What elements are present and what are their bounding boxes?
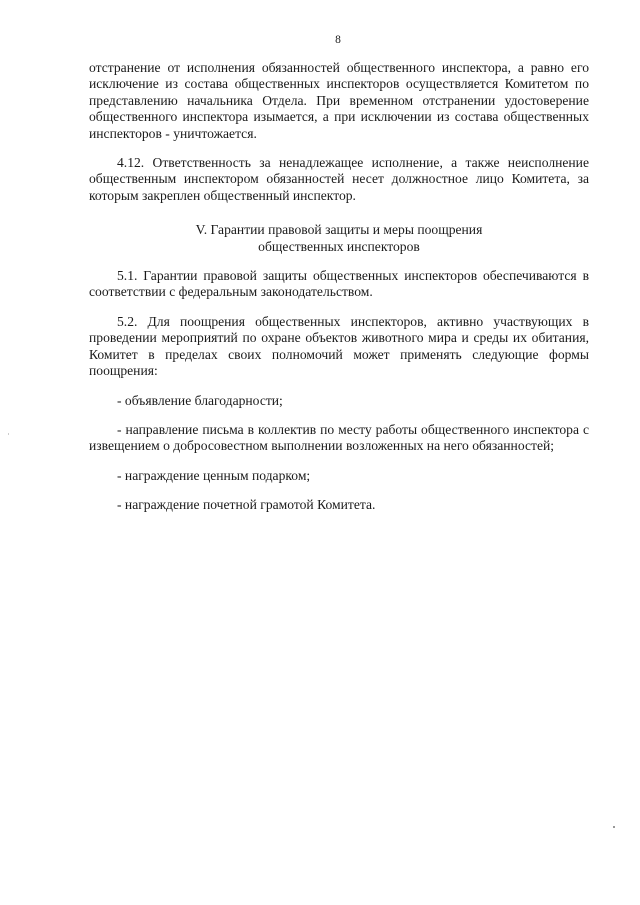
paragraph-5-1: 5.1. Гарантии правовой защиты общественных инспекторов обеспечиваются в соответствии с федеральным законодательством. xyxy=(89,268,589,300)
scan-speck-left xyxy=(8,433,9,435)
paragraph-continuation: отстранение от исполнения обязанностей общественного инспектора, а равно его исключение из состава общественных инспекторов осуществляется Комитетом по представлению начальника Отдела. При временном отстранении удостоверение общественного инспектора изымается, а при исключении из состава общественных инспекторов - уничтожается. xyxy=(89,60,589,141)
list-item-certificate: - награждение почетной грамотой Комитета. xyxy=(117,497,376,513)
page-number: 8 xyxy=(335,34,341,46)
list-item-gift: - награждение ценным подарком; xyxy=(117,467,311,483)
paragraph-5-2: 5.2. Для поощрения общественных инспекторов, активно участвующих в проведении мероприятий по охране объектов животного мира и среды их обитания, Комитет в пределах своих полномочий может применять следующие формы поощрения: xyxy=(89,313,589,379)
section-heading xyxy=(89,222,589,255)
section-heading-line-2: общественных инспекторов xyxy=(258,238,420,254)
section-heading-line-1: V. Гарантии правовой защиты и меры поощрения xyxy=(195,222,483,238)
paragraph-4-12: 4.12. Ответственность за ненадлежащее исполнение, а также неисполнение общественным инспектором обязанностей несет должностное лицо Комитета, за которым закреплен общественный инспектор. xyxy=(89,155,589,203)
document-body xyxy=(89,60,589,514)
scan-speck-right xyxy=(613,826,615,828)
list-item-letter: - направление письма в коллектив по месту работы общественного инспектора с извещением о добросовестном выполнении возложенных на него обязанностей; xyxy=(89,421,589,454)
list-item-gratitude: - объявление благодарности; xyxy=(117,392,283,408)
